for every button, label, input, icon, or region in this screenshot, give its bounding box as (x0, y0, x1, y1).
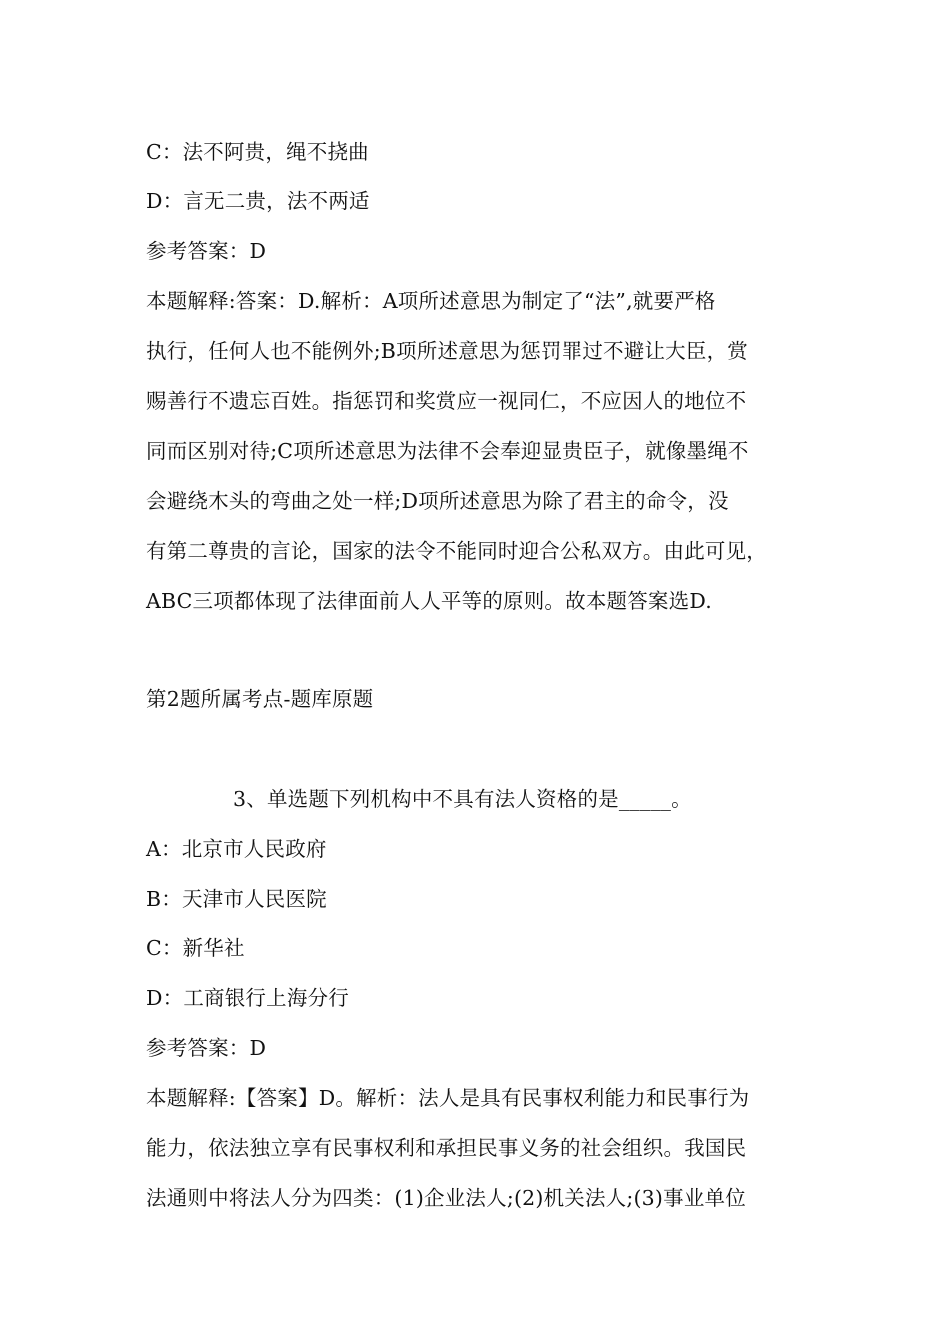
q3-option-c: C：新华社 (146, 936, 245, 960)
q3-answer: 参考答案：D (146, 1036, 267, 1060)
q3-option-b: B：天津市人民医院 (146, 887, 327, 911)
q2-explanation-line: 本题解释:答案：D.解析：A项所述意思为制定了“法”,就要严格 (146, 289, 716, 313)
q2-explanation-line: ABC三项都体现了法律面前人人平等的原则。故本题答案选D. (146, 589, 712, 613)
q3-explanation-line: 能力，依法独立享有民事权利和承担民事义务的社会组织。我国民 (146, 1136, 747, 1160)
q3-option-d: D：工商银行上海分行 (146, 986, 349, 1010)
q2-explanation-line: 执行，任何人也不能例外;B项所述意思为惩罚罪过不避让大臣，赏 (146, 339, 748, 363)
q2-explanation-line: 同而区别对待;C项所述意思为法律不会奉迎显贵臣子，就像墨绳不 (146, 439, 749, 463)
q2-option-d: D：言无二贵，法不两适 (146, 189, 370, 213)
q3-option-a: A：北京市人民政府 (146, 837, 327, 861)
q3-question: 3、单选题下列机构中不具有法人资格的是_____。 (233, 787, 692, 811)
q2-knowledge-point: 第2题所属考点-题库原题 (146, 687, 374, 711)
q2-explanation-line: 会避绕木头的弯曲之处一样;D项所述意思为除了君主的命令，没 (146, 489, 729, 513)
q2-explanation-line: 有第二尊贵的言论，国家的法令不能同时迎合公私双方。由此可见， (146, 539, 767, 563)
q2-explanation-line: 赐善行不遗忘百姓。指惩罚和奖赏应一视同仁，不应因人的地位不 (146, 389, 747, 413)
q3-explanation-line: 本题解释:【答案】D。解析：法人是具有民事权利能力和民事行为 (146, 1086, 750, 1110)
q2-answer: 参考答案：D (146, 239, 267, 263)
q3-explanation-line: 法通则中将法人分为四类：(1)企业法人;(2)机关法人;(3)事业单位 (146, 1186, 746, 1210)
q2-option-c: C：法不阿贵，绳不挠曲 (146, 140, 369, 164)
